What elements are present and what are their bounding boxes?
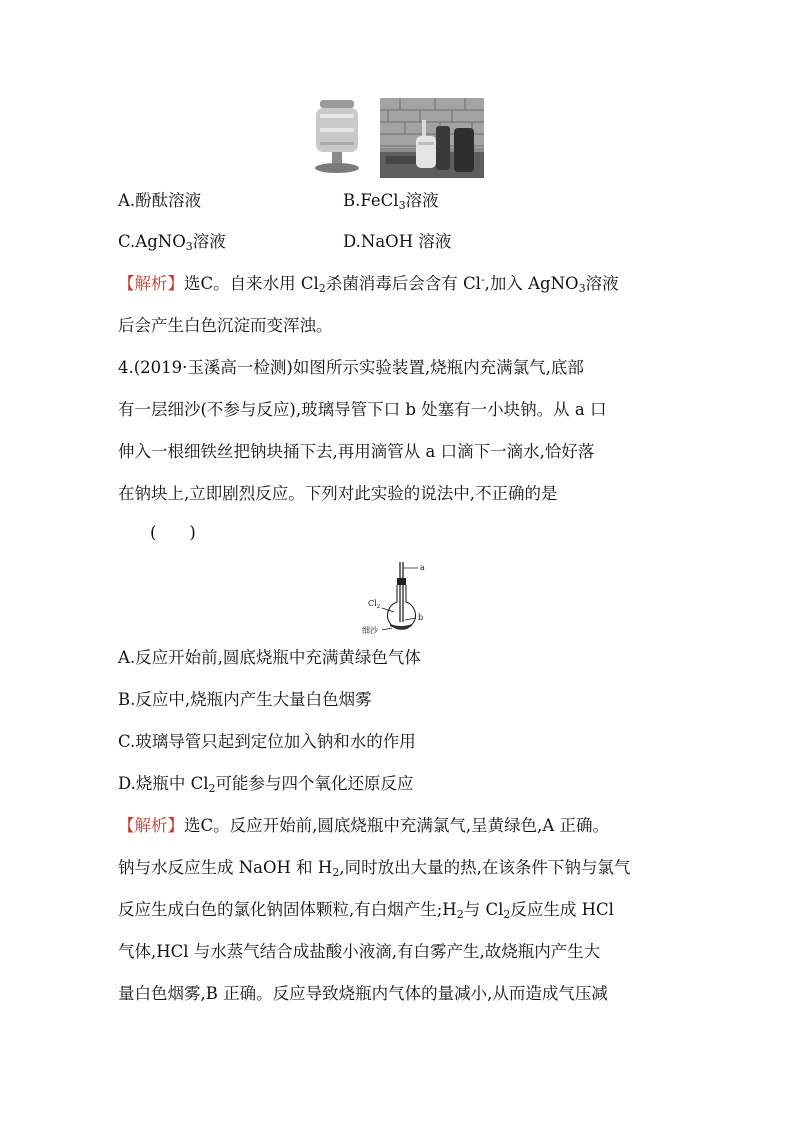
q3-analysis-line-1: 【解析】选C。自来水用 $Cl_2$杀菌消毒后会含有 Cl-,加入 AgNO$_3$溶液	[118, 273, 619, 295]
q3-option-c: C.AgNO$_3$溶液	[118, 232, 226, 253]
q4-stem-line-2: 有一层细沙(不参与反应),玻璃导管下口 b 处塞有一小块钠。从 a 口	[118, 400, 607, 419]
water-bottle-photo	[306, 98, 368, 178]
q4-analysis-line-2: 钠与水反应生成 NaOH 和 $H_2$,同时放出大量的热,在该条件下钠与氯气	[118, 858, 631, 879]
q4-option-a: A.反应开始前,圆底烧瓶中充满黄绿色气体	[118, 648, 421, 667]
label-b: b	[418, 613, 424, 622]
q4-stem-line-4: 在钠块上,立即剧烈反应。下列对此实验的说法中,不正确的是	[118, 484, 558, 503]
q4-answer-blank: ( )	[150, 523, 196, 542]
q4-analysis-line-5: 量白色烟雾,B 正确。反应导致烧瓶内气体的量减小,从而造成气压减	[118, 984, 608, 1003]
q4-analysis-line-4: 气体,HCl 与水蒸气结合成盐酸小液滴,有白雾产生,故烧瓶内产生大	[118, 942, 601, 961]
q4-option-d: D.烧瓶中 $Cl_2$可能参与四个氧化还原反应	[118, 774, 414, 795]
q4-option-c: C.玻璃导管只起到定位加入钠和水的作用	[118, 732, 416, 751]
q3-analysis-line-2: 后会产生白色沉淀而变浑浊。	[118, 316, 333, 335]
q3-option-d: D.NaOH 溶液	[343, 232, 452, 251]
round-flask	[388, 585, 416, 629]
stopper	[397, 578, 406, 585]
q4-analysis-line-1: 【解析】选C。反应开始前,圆底烧瓶中充满氯气,呈黄绿色,A 正确。	[118, 816, 610, 835]
outdoor-bottle-photo	[380, 98, 484, 178]
q3-option-a: A.酚酞溶液	[118, 191, 202, 210]
analysis-tag: 【解析】	[118, 274, 184, 293]
sand-layer	[390, 624, 412, 629]
q4-stem-line-3: 伸入一根细铁丝把钠块捅下去,再用滴管从 a 口滴下一滴水,恰好落	[118, 442, 595, 461]
analysis-tag: 【解析】	[118, 816, 184, 835]
label-cl2: $Cl_2$	[368, 599, 381, 610]
label-a: a	[420, 563, 425, 572]
apparatus-diagram	[360, 560, 436, 638]
q4-stem-line-1: 4.(2019·玉溪高一检测)如图所示实验装置,烧瓶内充满氯气,底部	[118, 358, 584, 377]
q3-option-b: B.FeCl$_3$溶液	[343, 191, 439, 212]
label-sand: 细沙	[362, 626, 378, 635]
q4-analysis-line-3: 反应生成白色的氯化钠固体颗粒,有白烟产生$;H_2$与 $Cl_2$反应生成 HCl	[118, 900, 614, 921]
q4-option-b: B.反应中,烧瓶内产生大量白色烟雾	[118, 690, 372, 709]
